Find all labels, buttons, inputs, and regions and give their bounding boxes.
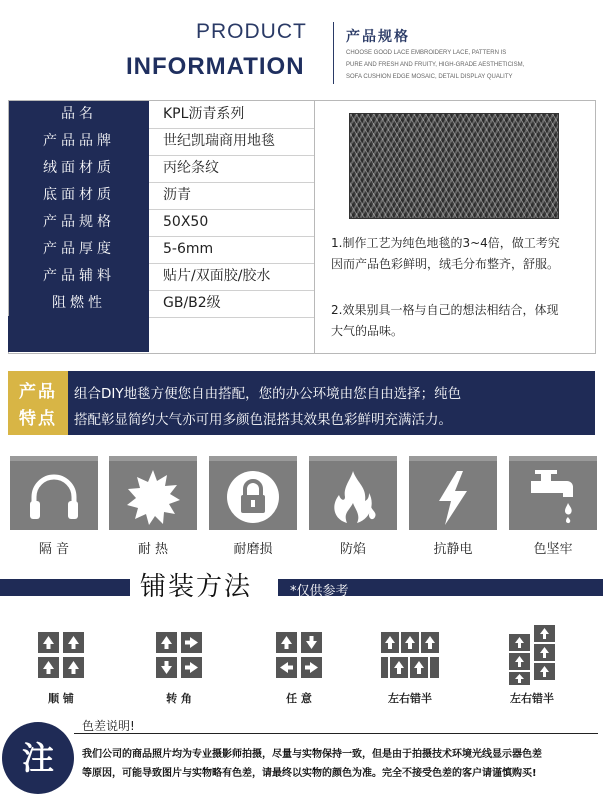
note-text-line: 我们公司的商品照片均为专业摄影师拍摄，尽量与实物保持一致，但是由于拍摄技术环境光线显示器色差 xyxy=(82,749,542,760)
property-label: 耐磨损 xyxy=(233,542,273,557)
spec-row xyxy=(9,155,314,183)
spec-label: 绒面材质 xyxy=(9,155,149,182)
brick-pattern-icon xyxy=(380,631,440,679)
lock-icon xyxy=(223,467,283,527)
lightning-icon xyxy=(423,467,483,527)
feature-text-line: 组合DIY地毯方便您自由搭配，您的办公环境由您自由选择；纯色 xyxy=(74,386,462,402)
header-divider xyxy=(333,22,334,84)
spec-value: 世纪凯瑞商用地毯 xyxy=(163,133,275,149)
property-label: 防焰 xyxy=(339,542,366,557)
header-product-text: PRODUCT xyxy=(196,20,307,43)
pattern-label: 转 角 xyxy=(166,692,192,705)
property-label: 隔 音 xyxy=(38,542,70,557)
property-tile-heat xyxy=(109,456,197,530)
spec-value: 沥青 xyxy=(163,187,191,203)
property-tile-soundproof xyxy=(10,456,98,530)
spec-label: 产品品牌 xyxy=(9,128,149,155)
spec-value: GB/B2级 xyxy=(163,295,221,311)
spec-value: 5-6mm xyxy=(163,241,214,257)
spec-value: KPL沥青系列 xyxy=(163,106,245,122)
spec-label: 底面材质 xyxy=(9,182,149,209)
description-line: 大气的品味。 xyxy=(331,324,404,338)
spec-label: 产品规格 xyxy=(9,209,149,236)
header-subline: SOFA CUSHION EDGE MOSAIC, DETAIL DISPLAY QUALITY xyxy=(346,74,513,80)
headphones-icon xyxy=(24,467,84,527)
property-label: 抗静电 xyxy=(433,542,473,557)
pattern-label: 顺 铺 xyxy=(48,692,74,705)
header-subline: PURE AND FRESH AND FRUITY, HIGH-GRADE AESTHETICISM, xyxy=(346,62,525,68)
spec-table-filler xyxy=(8,316,149,352)
spec-row xyxy=(9,101,314,129)
property-tile-wear xyxy=(209,456,297,530)
spec-label: 产品辅料 xyxy=(9,263,149,290)
faucet-icon xyxy=(523,467,583,527)
pattern-label: 任 意 xyxy=(286,692,312,705)
spec-row xyxy=(9,209,314,237)
spec-value: 贴片/双面胶/胶水 xyxy=(163,268,271,284)
spec-row xyxy=(9,290,314,318)
note-text-line: 等原因，可能导致图片与实物略有色差，请最终以实物的颜色为准。完全不接受色差的客户请谨慎购买! xyxy=(82,768,537,779)
carpet-swatch-image xyxy=(349,113,559,219)
sun-icon xyxy=(123,467,183,527)
feature-head-line: 特点 xyxy=(19,409,57,429)
spec-label: 品名 xyxy=(9,101,149,128)
install-bar-left xyxy=(0,579,130,596)
ashlar-pattern-icon xyxy=(508,624,556,686)
spec-row xyxy=(9,236,314,264)
spec-label: 产品厚度 xyxy=(9,236,149,263)
note-title: 色差说明! xyxy=(82,719,135,733)
flame-icon xyxy=(323,467,383,527)
property-label: 耐 热 xyxy=(137,542,169,557)
quarter-turn-pattern-icon xyxy=(155,631,203,679)
random-pattern-icon xyxy=(275,631,323,679)
note-divider xyxy=(74,733,598,734)
feature-text-line: 搭配彰显简约大气亦可用多颜色混搭其效果色彩鲜明充满活力。 xyxy=(74,412,452,428)
description-paragraph-2 xyxy=(331,300,593,342)
pattern-label: 左右错半 xyxy=(510,692,554,705)
spec-value: 丙纶条纹 xyxy=(163,160,219,176)
description-line: 因而产品色彩鲜明，绒毛分布整齐，舒服。 xyxy=(331,257,560,271)
install-note: *仅供参考 xyxy=(290,584,349,599)
install-title: 铺装方法 xyxy=(140,572,253,602)
property-tile-flame xyxy=(309,456,397,530)
description-line: 2.效果别具一格与自己的想法相结合，体现 xyxy=(331,303,559,317)
property-tile-colorfast xyxy=(509,456,597,530)
spec-row xyxy=(9,182,314,210)
monolithic-pattern-icon xyxy=(37,631,85,679)
feature-head-line: 产品 xyxy=(19,382,57,402)
spec-row xyxy=(9,263,314,291)
header-title-cn: 产品规格 xyxy=(346,29,410,45)
pattern-label: 左右错半 xyxy=(388,692,432,705)
header-subline: CHOOSE GOOD LACE EMBROIDERY LACE, PATTERN IS xyxy=(346,50,507,56)
spec-label: 阻燃性 xyxy=(9,290,149,317)
spec-value: 50X50 xyxy=(163,214,209,230)
property-label: 色坚牢 xyxy=(533,542,573,557)
description-paragraph-1 xyxy=(331,233,593,275)
description-line: 1.制作工艺为纯色地毯的3~4倍，做工考究 xyxy=(331,236,560,250)
note-badge: 注 xyxy=(2,722,74,794)
spec-row xyxy=(9,128,314,156)
header-information-text: INFORMATION xyxy=(126,53,305,80)
property-tile-antistatic xyxy=(409,456,497,530)
